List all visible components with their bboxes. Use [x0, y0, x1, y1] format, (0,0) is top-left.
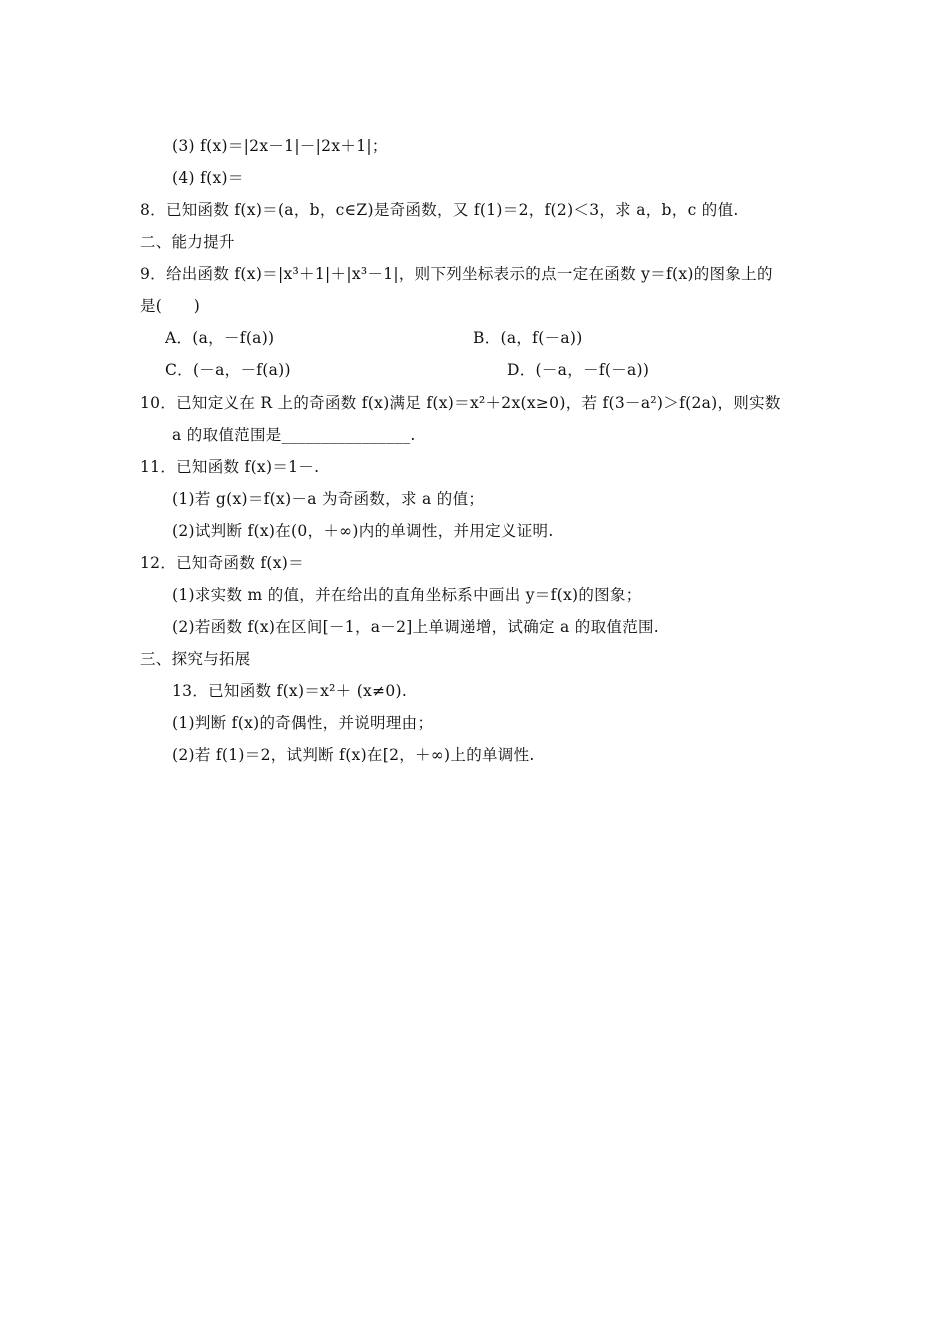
- section-heading-2: 二、能力提升: [140, 233, 235, 251]
- q11-part-1: (1)若 g(x)＝f(x)－a 为奇函数，求 a 的值；: [172, 490, 485, 508]
- question-12: 12．已知奇函数 f(x)＝: [140, 554, 304, 572]
- question-11: 11．已知函数 f(x)＝1－.: [140, 458, 320, 476]
- question-10: 10．已知定义在 R 上的奇函数 f(x)满足 f(x)＝x²＋2x(x≥0)，若 f(3－a²)＞f(2a)，则实数: [140, 394, 781, 412]
- question-13: 13．已知函数 f(x)＝x²＋ (x≠0).: [172, 682, 408, 700]
- q7-part-4: (4) f(x)＝: [172, 169, 244, 187]
- option-c: C．(－a，－f(a)): [165, 361, 291, 379]
- question-9-cont: 是( ): [140, 297, 201, 315]
- section-heading-3: 三、探究与拓展: [140, 650, 251, 668]
- q13-part-1: (1)判断 f(x)的奇偶性，并说明理由；: [172, 714, 434, 732]
- option-b: B．(a，f(－a)): [473, 329, 583, 347]
- q7-part-3: (3) f(x)＝|2x－1|－|2x＋1|；: [172, 137, 388, 155]
- question-9: 9．给出函数 f(x)＝|x³＋1|＋|x³－1|，则下列坐标表示的点一定在函数 y＝f(x)的图象上的: [140, 265, 773, 283]
- option-a: A．(a，－f(a)): [165, 329, 275, 347]
- question-10-cont: a 的取值范围是________________.: [172, 426, 416, 444]
- q13-part-2: (2)若 f(1)＝2，试判断 f(x)在[2，＋∞)上的单调性.: [172, 746, 535, 764]
- q11-part-2: (2)试判断 f(x)在(0，＋∞)内的单调性，并用定义证明.: [172, 522, 554, 540]
- option-d: D．(－a，－f(－a)): [507, 361, 650, 379]
- q12-part-1: (1)求实数 m 的值，并在给出的直角坐标系中画出 y＝f(x)的图象；: [172, 586, 642, 604]
- question-8: 8．已知函数 f(x)＝(a，b，c∈Z)是奇函数，又 f(1)＝2，f(2)＜3，求 a，b，c 的值.: [140, 201, 739, 219]
- q12-part-2: (2)若函数 f(x)在区间[－1，a－2]上单调递增，试确定 a 的取值范围.: [172, 618, 660, 636]
